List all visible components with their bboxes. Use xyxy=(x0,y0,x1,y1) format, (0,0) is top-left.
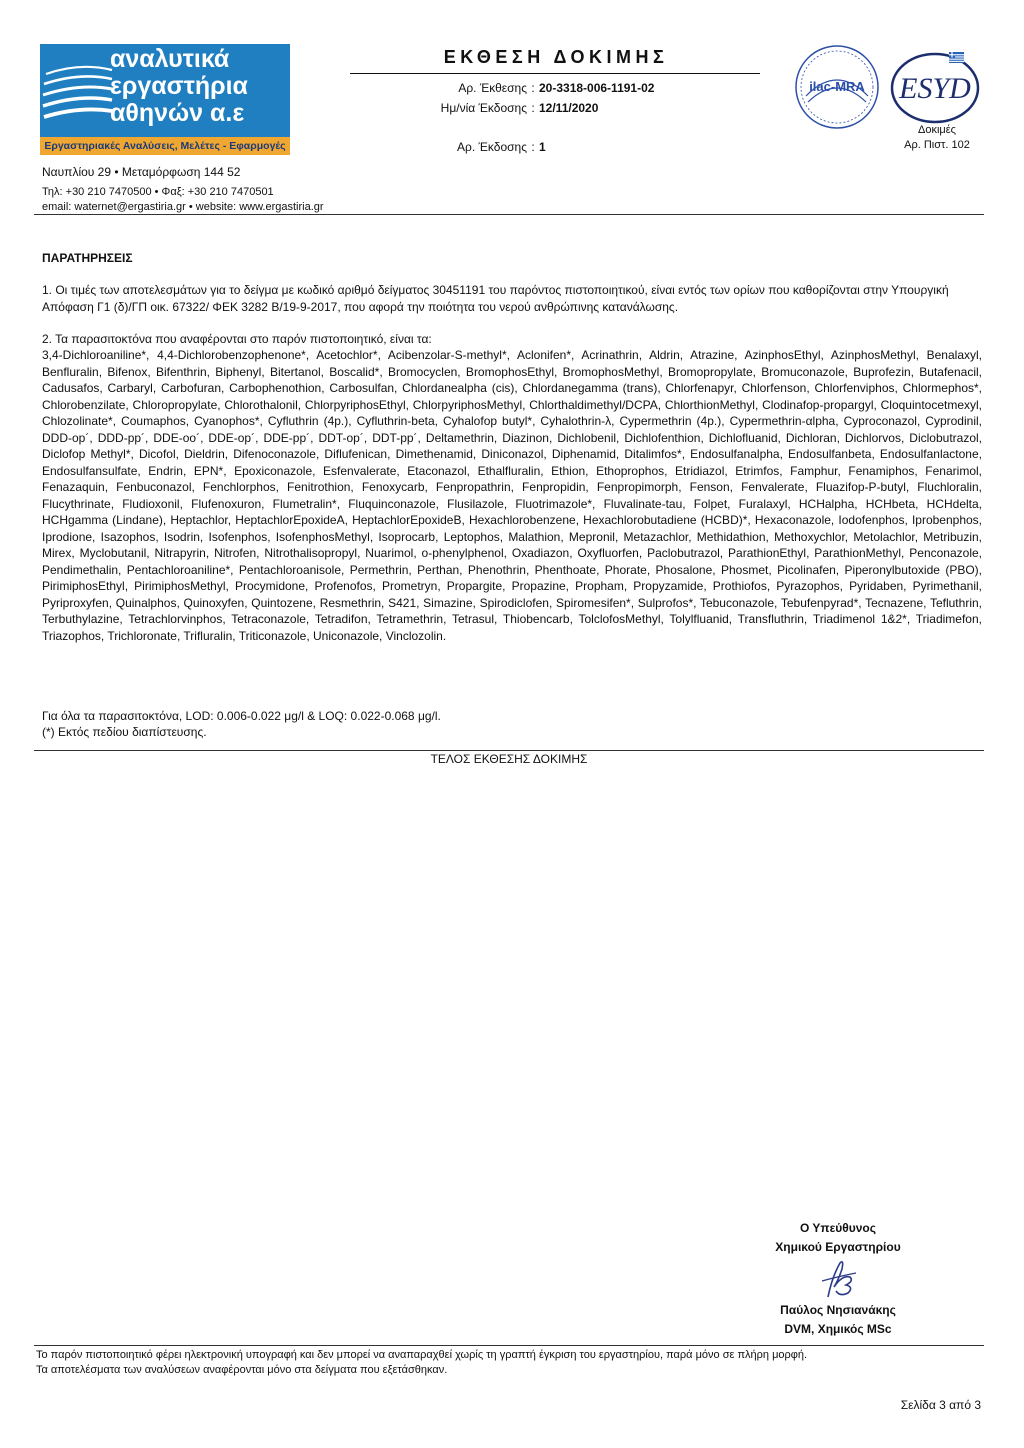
company-phone: Τηλ: +30 210 7470500 • Φαξ: +30 210 7470501 xyxy=(42,186,274,198)
logo-line-2: εργαστήρια xyxy=(110,72,248,100)
issue-date-label: Ημ/νία Έκδοσης xyxy=(440,101,527,115)
issue-number-label: Αρ. Έκδοσης xyxy=(457,140,527,154)
separator: : xyxy=(531,101,535,115)
accreditation-scope-note: (*) Εκτός πεδίου διαπίστευσης. xyxy=(42,725,207,739)
logo-line-3: αθηνών α.ε xyxy=(110,99,245,127)
pesticide-list: 3,4-Dichloroaniline*, 4,4-Dichlorobenzophenone*, Acetochlor*, Acibenzolar-S-methyl*, Aclonifen*, Acrinathrin, Aldrin, Atrazine, AzinphosEthyl, AzinphosMethyl, Benalaxyl, Benfluralin, Bifenox, Bifenthrin, Biphenyl, Bitertanol, Boscalid*, Bromocyclen, BromophosEthyl, BromophosMethyl, Bromopropylate, Bromuconazole, Buprofezin, Butafenacil, Cadusafos, Carbaryl, Carbofuran, Carbophenothion, Carbosulfan, Chlordanealpha (cis), Chlordanegamma (trans), Chlorfenapyr, Chlorfenson, Chlorfenviphos, Chlormephos*, Chlorobenzilate, Chloropropylate, Chlorothalonil, ChlorpyriphosEthyl, ChlorpyriphosMethyl, Chlorthaldimethyl/DCPA, ChlorthionMethyl, Clodinafop-propargyl, Cloquintocetmexyl, Chlozolinate*, Coumaphos, Cyanophos*, Cyfluthrin (4p.), Cyfluthrin-beta, Cyhalofop butyl*, Cyhalothrin-λ, Cypermethrin (4p.), Cypermethrin-αlpha, Cyproconazol, Cyprodinil, DDD-op´, DDD-pp´, DDE-oo´, DDE-op´, DDE-pp´, DDT-op´, DDT-pp´, Deltamethrin, Diazinon, Dichlobenil, Dichlofenthion, Dichlofluanid, Dichloran, Dichlorvos, Diclobutrazol, Diclofop Methyl*, Dicofol, Dieldrin, Difenoconazole, Diflufenican, Dimethenamid, Diniconazol, Diphenamid, Ditalimfos*, Endosulfanalpha, Endosulfanbeta, Endosulfanlactone, Endosulfansulfate, Endrin, EPN*, Epoxiconazole, Esfenvalerate, Etaconazol, Ethalfluralin, Ethion, Ethoprophos, Etridiazol, Etrimfos, Famphur, Fenamiphos, Fenarimol, Fenazaquin, Fenbuconazol, Fenchlorphos, Fenitrothion, Fenoxycarb, Fenpropathrin, Fenpropidin, Fenpropimorph, Fenson, Fenvalerate, Fluazifop-P-butyl, Fluchloralin, Flucythrinate, Fludioxonil, Flufenoxuron, Flumetralin*, Fluquinconazole, Flusilazole, Fluotrimazole*, Fluvalinate-tau, Folpet, Furalaxyl, HCHalpha, HCHbeta, HCHdelta, HCHgamma (Lindane), Heptachlor, HeptachlorEpoxideA, HeptachlorEpoxideB, Hexachlorobenzene, Hexachlorobutadiene (HCBD)*, Hexaconazole, Iodofenphos, Iprobenphos, Iprodione, Isazophos, Isodrin, Isofenphos, IsofenphosMethyl, Isoprocarb, Leptophos, Malathion, Mepronil, Metazachlor, Methidathion, Methoxychlor, Metolachlor, Metribuzin, Mirex, Myclobutanil, Nitrapyrin, Nitrofen, Nitrothalisopropyl, Nuarimol, o-phenylphenol, Oxadiazon, Oxyfluorfen, Paclobutrazol, ParathionEthyl, ParathionMethyl, Penconazole, Pendimethalin, Pentachloroaniline*, Pentachloroanisole, Permethrin, Perthan, Phenothrin, Phenthoate, Phorate, Phosalone, Phosmet, Picolinafen, Piperonylbutoxide (PBO), PirimiphosEthyl, PirimiphosMethyl, Procymidone, Profenofos, Prometryn, Propargite, Propazine, Propham, Propyzamide, Prothiofos, Pyrazophos, Pyridaben, Pyrimethanil, Pyriproxyfen, Quinalphos, Quinoxyfen, Quintozene, Resmethrin, S421, Simazine, Spirodiclofen, Spiromesifen*, Sulprofos*, Tebuconazole, Tebufenpyrad*, Tecnazene, Tefluthrin, Terbuthylazine, Tetrachlorvinphos, Tetraconazole, Tetradifon, Tetramethrin, Tetrasul, Thiobencarb, TolclofosMethyl, Tolylfluanid, Transfluthrin, Triadimenol 1&2*, Triadimefon, Triazophos, Trichloronate, Trifluralin, Triticonazole, Uniconazole, Vinclozolin. xyxy=(42,348,982,643)
company-email-website: email: waternet@ergastiria.gr • website: www.ergastiria.gr xyxy=(42,201,324,213)
signatory-title-1: Ο Υπεύθυνος xyxy=(799,1221,877,1235)
handwritten-signature xyxy=(818,1257,860,1301)
separator: : xyxy=(531,140,535,154)
ilac-label: ilac-MRA xyxy=(809,79,865,94)
observation-note-2-intro: 2. Τα παρασιτοκτόνα που αναφέρονται στο παρόν πιστοποιητικό, είναι τα: xyxy=(42,332,432,346)
logo-tagline: Εργαστηριακές Αναλύσεις, Μελέτες - Εφαρμογές xyxy=(40,137,290,155)
issue-number-value: 1 xyxy=(539,140,546,154)
company-address: Ναυπλίου 29 • Μεταμόρφωση 144 52 xyxy=(42,165,241,179)
observation-note-1: 1. Οι τιμές των αποτελεσμάτων για το δείγμα με κωδικό αριθμό δείγματος 30451191 του παρόντος πιστοποιητικού, είναι εντός των ορίων που καθορίζονται στην Υπουργική Απόφαση Γ1 (δ)/ΓΠ οικ. 67322/ ΦΕΚ 3282 Β/19-9-2017, που αφορά την ποιότητα του νερού ανθρώπινης κατανάλωσης. xyxy=(42,283,949,314)
separator: : xyxy=(531,81,535,95)
footer-divider xyxy=(34,1345,984,1346)
signatory-title-2: Χημικού Εργαστηρίου xyxy=(775,1240,901,1254)
observations-heading: ΠΑΡΑΤΗΡΗΣΕΙΣ xyxy=(42,251,133,265)
issue-date-row xyxy=(352,101,752,115)
signatory-credentials: DVM, Χημικός MSc xyxy=(784,1322,892,1336)
waves-icon xyxy=(40,44,114,134)
esyd-label: ESYD xyxy=(899,72,971,105)
footer-note-1: Το παρόν πιστοποιητικό φέρει ηλεκτρονική υπογραφή και δεν μπορεί να αναπαραχθεί χωρίς τη γραπτή έγκριση του εργαστηρίου, παρά μόνο σε πλήρη μορφή. xyxy=(36,1349,808,1361)
greek-flag-icon xyxy=(949,52,964,63)
footer-note-2: Τα αποτελέσματα των αναλύσεων αναφέρονται μόνο στα δείγματα που εξετάσθηκαν. xyxy=(36,1364,448,1376)
report-number-row xyxy=(352,81,752,95)
document-title: ΕΚΘΕΣΗ ΔΟΚΙΜΗΣ xyxy=(443,47,669,67)
end-of-report: ΤΕΛΟΣ ΕΚΘΕΣΗΣ ΔΟΚΙΜΗΣ xyxy=(430,752,588,766)
report-number-label: Αρ. Έκθεσης xyxy=(458,81,527,95)
end-divider xyxy=(34,750,984,751)
page-number: Σελίδα 3 από 3 xyxy=(900,1398,981,1412)
issue-date-value: 12/11/2020 xyxy=(539,101,599,115)
issue-number-row xyxy=(352,140,752,154)
company-logo xyxy=(40,44,290,155)
accreditation-number: Αρ. Πιστ. 102 xyxy=(904,139,970,151)
logo-line-1: αναλυτικά xyxy=(110,45,230,73)
title-divider xyxy=(350,73,760,74)
lod-loq-note: Για όλα τα παρασιτοκτόνα, LOD: 0.006-0.022 μg/l & LOQ: 0.022-0.068 μg/l. xyxy=(42,709,441,723)
header-divider xyxy=(34,214,984,215)
accreditation-type: Δοκιμές xyxy=(918,124,956,136)
signatory-name: Παύλος Νησιανάκης xyxy=(780,1303,896,1317)
ilac-mra-logo xyxy=(794,44,880,130)
esyd-logo xyxy=(890,50,980,124)
report-number-value: 20-3318-006-1191-02 xyxy=(539,81,655,95)
